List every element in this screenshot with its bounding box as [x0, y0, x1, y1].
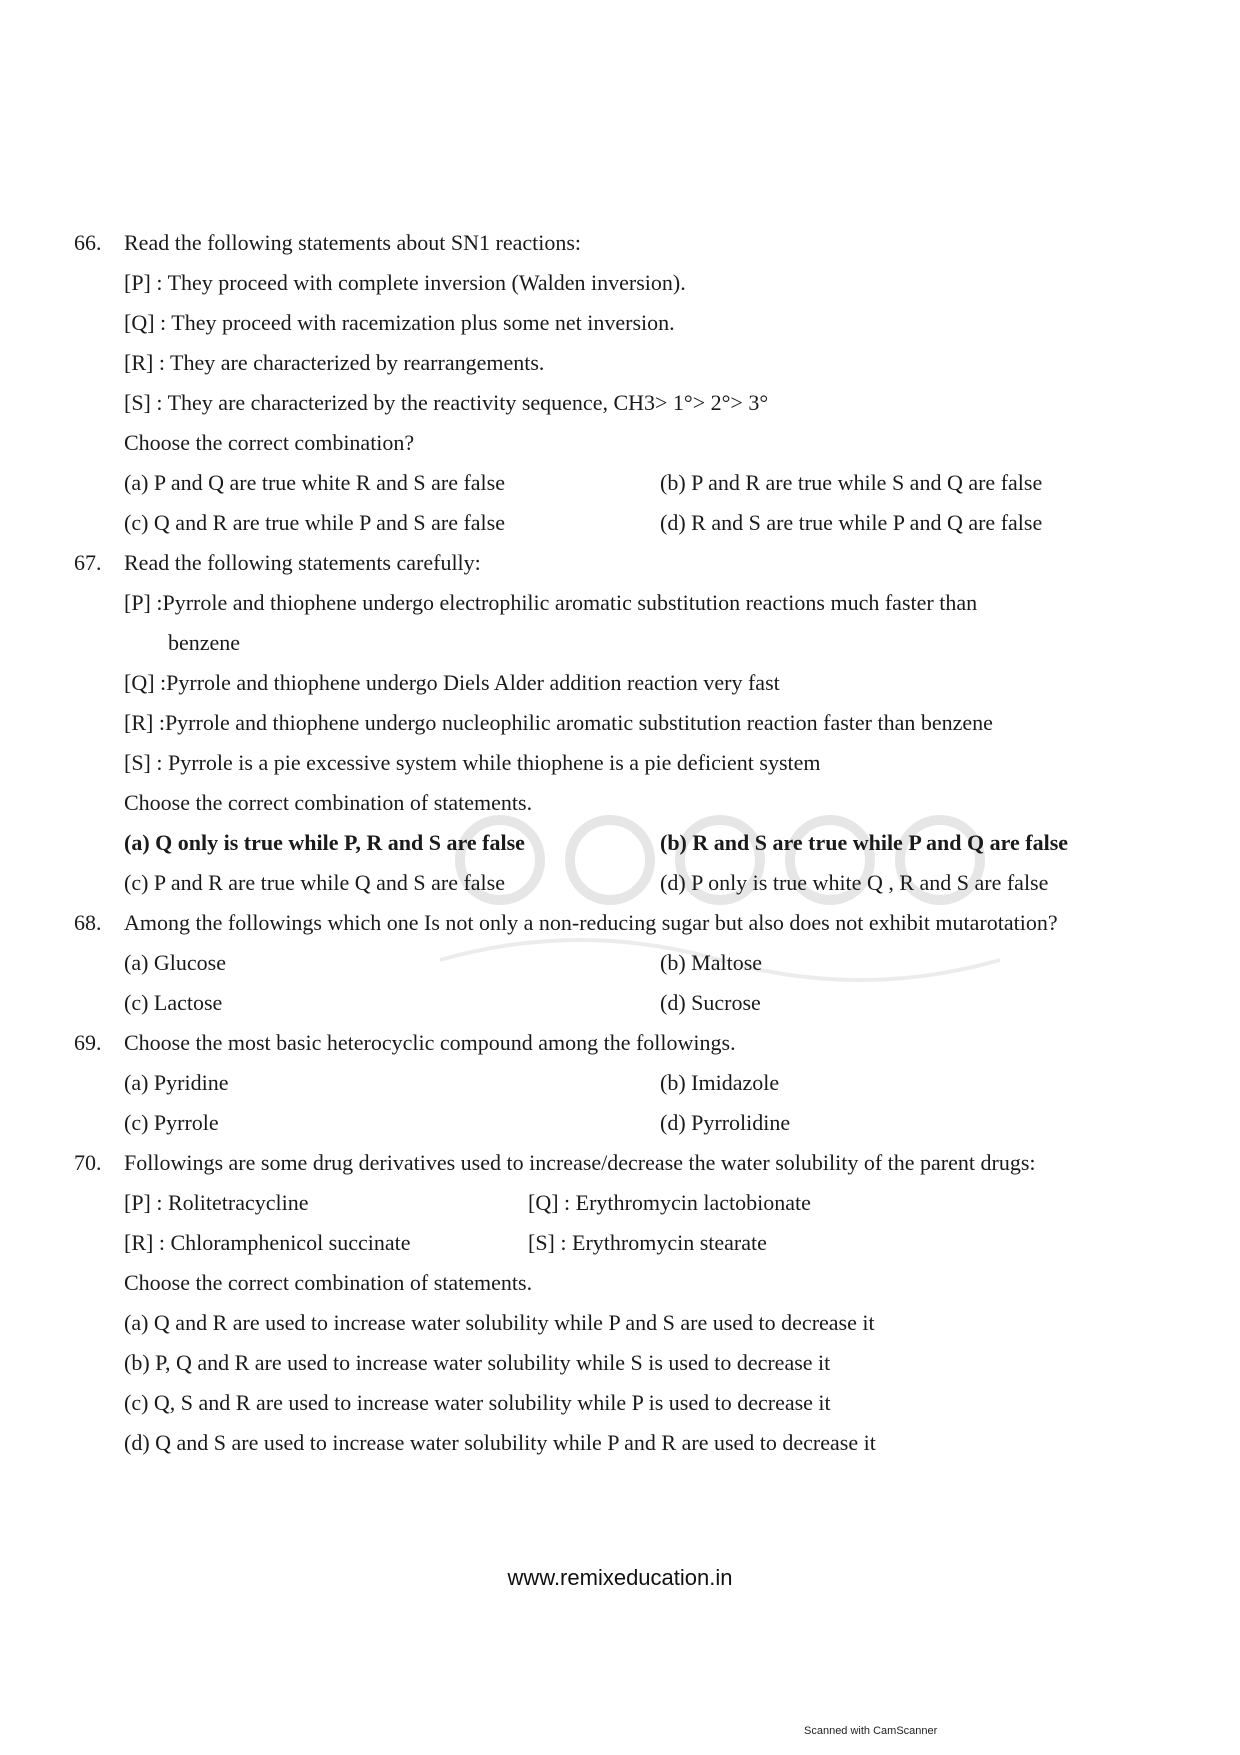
- statement-s: [S] : Erythromycin stearate: [528, 1230, 767, 1255]
- question-stem: Choose the most basic heterocyclic compound among the followings.: [124, 1030, 736, 1055]
- question-number: 69.: [74, 1030, 102, 1055]
- option-d: (d) Sucrose: [660, 990, 761, 1015]
- option-c: (c) Pyrrole: [124, 1110, 219, 1135]
- option-a: (a) Q only is true while P, R and S are false: [124, 830, 525, 855]
- question-stem: Followings are some drug derivatives used to increase/decrease the water solubility of the parent drugs:: [124, 1150, 1036, 1175]
- option-b: (b) R and S are true while P and Q are false: [660, 830, 1069, 855]
- scanned-label: Scanned with CamScanner: [804, 1725, 938, 1737]
- option-b: (b) P and R are true while S and Q are false: [660, 470, 1043, 495]
- option-b: (b) Imidazole: [660, 1070, 780, 1095]
- question-prompt: Choose the correct combination of statements.: [124, 790, 533, 815]
- statement-p-continued: benzene: [168, 630, 241, 655]
- question-stem: Read the following statements carefully:: [124, 550, 481, 575]
- option-d: (d) R and S are true while P and Q are false: [660, 510, 1043, 535]
- option-b: (b) Maltose: [660, 950, 763, 975]
- option-d: (d) P only is true white Q , R and S are false: [660, 870, 1049, 895]
- question-prompt: Choose the correct combination?: [124, 430, 415, 455]
- question-stem: Read the following statements about SN1 reactions:: [124, 230, 582, 255]
- statement-r: [R] : They are characterized by rearrangements.: [124, 350, 545, 375]
- statement-q: [Q] :Pyrrole and thiophene undergo Diels Alder addition reaction very fast: [124, 670, 780, 695]
- statement-p: [P] : Rolitetracycline: [124, 1190, 309, 1215]
- question-number: 68.: [74, 910, 102, 935]
- question-number: 66.: [74, 230, 102, 255]
- option-a: (a) Glucose: [124, 950, 227, 975]
- statement-p: [P] : They proceed with complete inversion (Walden inversion).: [124, 270, 686, 295]
- option-a: (a) P and Q are true white R and S are false: [124, 470, 505, 495]
- statement-q: [Q] : They proceed with racemization plus some net inversion.: [124, 310, 675, 335]
- option-b: (b) P, Q and R are used to increase water solubility while S is used to decrease it: [124, 1350, 831, 1375]
- statement-s: [S] : They are characterized by the reactivity sequence, CH3> 1°> 2°> 3°: [124, 390, 769, 415]
- statement-s: [S] : Pyrrole is a pie excessive system while thiophene is a pie deficient system: [124, 750, 821, 775]
- option-c: (c) P and R are true while Q and S are false: [124, 870, 505, 895]
- statement-r: [R] :Pyrrole and thiophene undergo nucleophilic aromatic substitution reaction faster than benzene: [124, 710, 993, 735]
- question-stem: Among the followings which one Is not only a non-reducing sugar but also does not exhibit mutarotation?: [124, 910, 1058, 935]
- option-d: (d) Q and S are used to increase water solubility while P and R are used to decrease it: [124, 1430, 876, 1455]
- question-number: 70.: [74, 1150, 102, 1175]
- question-prompt: Choose the correct combination of statements.: [124, 1270, 533, 1295]
- option-a: (a) Pyridine: [124, 1070, 229, 1095]
- statement-p: [P] :Pyrrole and thiophene undergo electrophilic aromatic substitution reactions much faster than: [124, 590, 978, 615]
- option-d: (d) Pyrrolidine: [660, 1110, 791, 1135]
- statement-r: [R] : Chloramphenicol succinate: [124, 1230, 411, 1255]
- option-c: (c) Q and R are true while P and S are false: [124, 510, 505, 535]
- statement-q: [Q] : Erythromycin lactobionate: [528, 1190, 811, 1215]
- option-a: (a) Q and R are used to increase water solubility while P and S are used to decrease it: [124, 1310, 875, 1335]
- option-c: (c) Q, S and R are used to increase water solubility while P is used to decrease it: [124, 1390, 831, 1415]
- question-number: 67.: [74, 550, 102, 575]
- footer-url: www.remixeducation.in: [507, 1565, 733, 1590]
- option-c: (c) Lactose: [124, 990, 223, 1015]
